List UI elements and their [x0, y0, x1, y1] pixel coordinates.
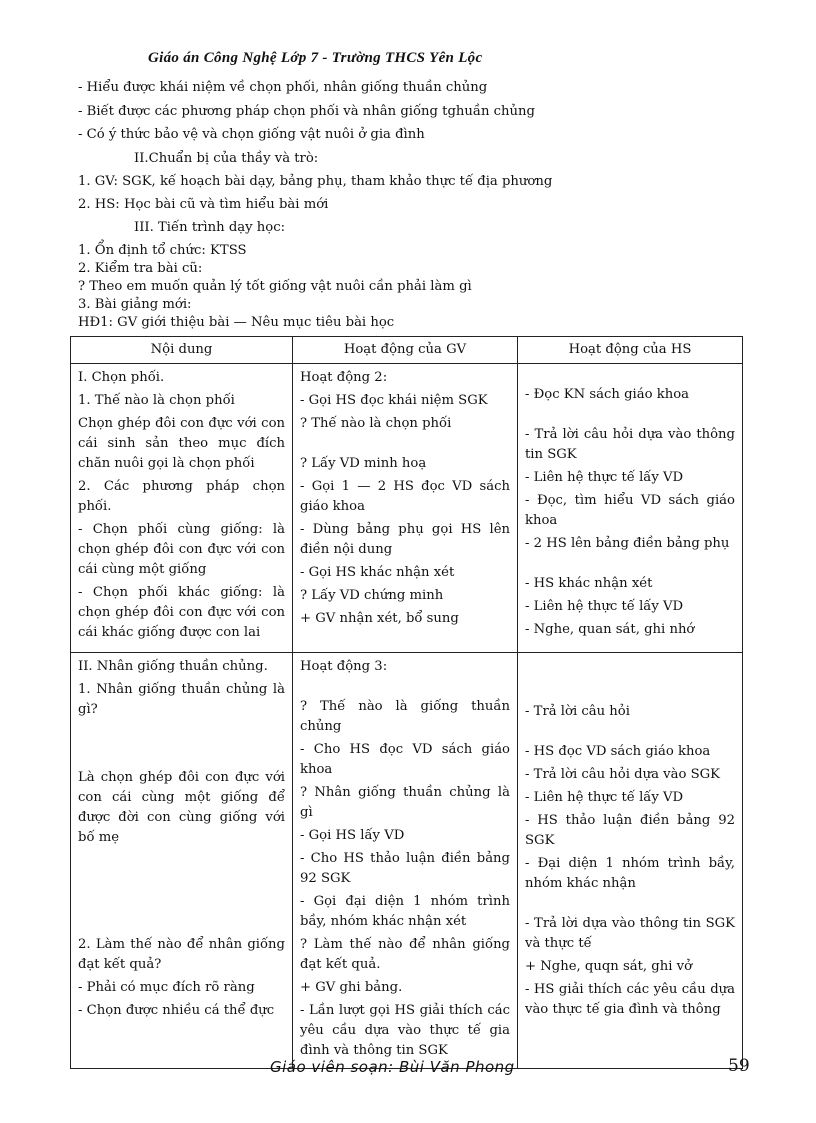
student-activity-cell [518, 364, 743, 653]
cell-text: - 2 HS lên bảng điền bảng phụ [525, 536, 730, 551]
lesson-table [70, 336, 743, 1069]
cell-text: - Cho HS thảo luận điền bảng 92 SGK [300, 851, 510, 886]
cell-text: - Phải có mục đích rõ ràng [78, 980, 255, 995]
cell-text: - Trả lời câu hỏi [525, 704, 630, 719]
cell-text: - Gọi đại diện 1 nhóm trình bầy, nhóm khác nhận xét [300, 894, 510, 929]
cell-text: - Chọn phối khác giống: là chọn ghép đôi con đực với con cái khác giống được con lai [78, 585, 285, 640]
column-header: Hoạt động của GV [293, 337, 518, 364]
cell-text: - Gọi HS đọc khái niệm SGK [300, 393, 488, 408]
cell-text: - Trả lời câu hỏi dựa vào SGK [525, 767, 720, 782]
cell-text: - Liên hệ thực tế lấy VD [525, 470, 684, 485]
cell-text: - HS khác nhận xét [525, 576, 653, 591]
cell-text: - Gọi HS khác nhận xét [300, 565, 455, 580]
footer-author: Giáo viên soạn: Bùi Văn Phong [270, 1058, 515, 1076]
intro-line: - Biết được các phương pháp chọn phối và nhân giống tghuần chủng [78, 104, 535, 119]
cell-text: ? Lấy VD chứng minh [300, 588, 444, 603]
cell-text: - Liên hệ thực tế lấy VD [525, 599, 684, 614]
intro-line: 2. HS: Học bài cũ và tìm hiểu bài mới [78, 197, 329, 212]
cell-text: + GV ghi bảng. [300, 980, 403, 995]
cell-text: ? Làm thế nào để nhân giống đạt kết quả. [300, 937, 510, 972]
table-header-row [71, 337, 743, 364]
intro-line: - Có ý thức bảo vệ và chọn giống vật nuôi ở gia đình [78, 127, 425, 142]
cell-text: - Đại diện 1 nhóm trình bầy, nhóm khác nhận [525, 856, 735, 891]
cell-text: - HS thảo luận điền bảng 92 SGK [525, 813, 735, 848]
table-row [71, 364, 743, 653]
cell-text: - HS giải thích các yêu cầu dựa vào thực tế gia đình và thông [525, 982, 735, 1017]
cell-text: - Gọi HS lấy VD [300, 828, 405, 843]
cell-text: - HS đọc VD sách giáo khoa [525, 744, 711, 759]
cell-text: + Nghe, quqn sát, ghi vở [525, 959, 693, 974]
cell-text: - Trả lời dựa vào thông tin SGK và thực tế [525, 916, 735, 951]
cell-text: - Nghe, quan sát, ghi nhớ [525, 622, 695, 637]
cell-text: - Đọc, tìm hiểu VD sách giáo khoa [525, 493, 735, 528]
teacher-activity-cell [293, 653, 518, 1069]
cell-text: - Gọi 1 — 2 HS đọc VD sách giáo khoa [300, 479, 510, 514]
cell-text: + GV nhận xét, bổ sung [300, 611, 459, 626]
activity-title: Hoạt động 2: [300, 370, 388, 385]
cell-text: - Chọn phối cùng giống: là chọn ghép đôi con đực với con cái cùng một giống [78, 522, 285, 577]
intro-line: 1. GV: SGK, kế hoạch bài dạy, bảng phụ, tham khảo thực tế địa phương [78, 174, 553, 189]
cell-text: ? Lấy VD minh hoạ [300, 456, 427, 471]
section-title: II. Nhân giống thuần chủng. [78, 659, 268, 674]
intro-line: 1. Ổn định tổ chức: KTSS [78, 243, 247, 258]
intro-line: 2. Kiểm tra bài cũ: [78, 261, 203, 276]
intro-line: 3. Bài giảng mới: [78, 297, 192, 312]
intro-line: ? Theo em muốn quản lý tốt giống vật nuôi cần phải làm gì [78, 279, 472, 294]
column-header: Nội dung [71, 337, 293, 364]
page-header: Giáo án Công Nghệ Lớp 7 - Trường THCS Yên Lộc [148, 50, 483, 66]
activity-title: Hoạt động 3: [300, 659, 388, 674]
cell-text: 2. Các phương pháp chọn phối. [78, 479, 285, 514]
column-header: Hoạt động của HS [518, 337, 743, 364]
cell-text: Chọn ghép đôi con đực với con cái sinh sản theo mục đích chăn nuôi gọi là chọn phối [78, 416, 285, 471]
cell-text: ? Thế nào là chọn phối [300, 416, 452, 431]
content-cell [71, 653, 293, 1069]
section-title: I. Chọn phối. [78, 370, 165, 385]
cell-text: ? Nhân giống thuần chủng là gì [300, 785, 510, 820]
intro-line: HĐ1: GV giới thiệu bài — Nêu mục tiêu bài học [78, 315, 395, 330]
cell-text: - Lần lượt gọi HS giải thích các yêu cầu dựa vào thực tế gia đình và thông tin SGK [300, 1003, 510, 1058]
cell-text: - Đọc KN sách giáo khoa [525, 387, 690, 402]
cell-text: 2. Làm thế nào để nhân giống đạt kết quả? [78, 937, 285, 972]
cell-text: - Dùng bảng phụ gọi HS lên điền nội dung [300, 522, 510, 557]
cell-text: - Chọn được nhiều cá thể đực [78, 1003, 275, 1018]
cell-text: 1. Thế nào là chọn phối [78, 393, 235, 408]
section-heading: II.Chuẩn bị của thầy và trò: [134, 151, 319, 166]
cell-text: - Trả lời câu hỏi dựa vào thông tin SGK [525, 427, 735, 462]
intro-line: - Hiểu được khái niệm về chọn phối, nhân giống thuần chủng [78, 80, 488, 95]
student-activity-cell [518, 653, 743, 1069]
content-cell [71, 364, 293, 653]
cell-text: - Cho HS đọc VD sách giáo khoa [300, 742, 510, 777]
teacher-activity-cell [293, 364, 518, 653]
cell-text: Là chọn ghép đôi con đực với con cái cùng một giống để được đời con cùng giống với bố mẹ [78, 770, 285, 845]
section-heading: III. Tiến trình dạy học: [134, 220, 286, 235]
cell-text: ? Thế nào là giống thuần chủng [300, 699, 510, 734]
page-number: 59 [728, 1056, 750, 1076]
table-row [71, 653, 743, 1069]
cell-text: 1. Nhân giống thuần chủng là gì? [78, 682, 285, 717]
cell-text: - Liên hệ thực tế lấy VD [525, 790, 684, 805]
